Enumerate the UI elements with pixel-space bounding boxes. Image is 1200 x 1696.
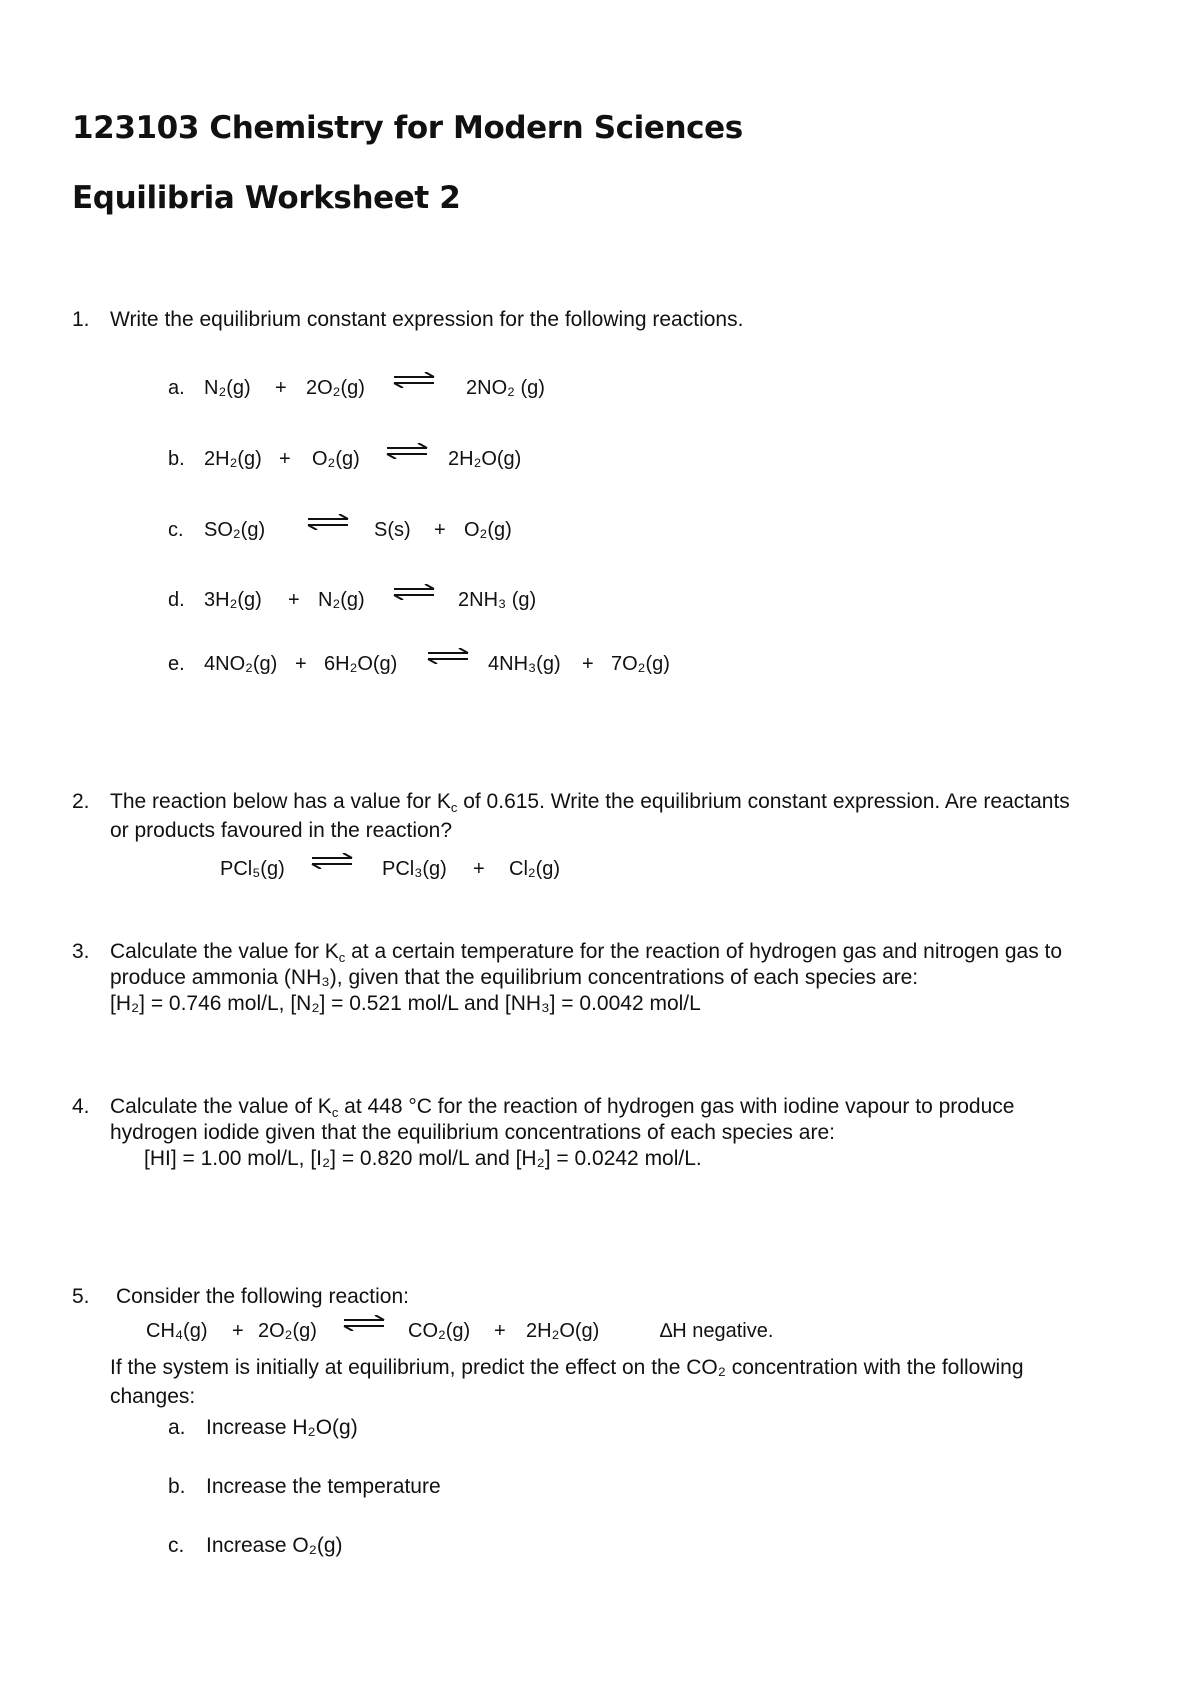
q1e-reactant-1: 4NO₂(g) xyxy=(204,653,278,675)
q1c-letter: c. xyxy=(168,519,184,541)
q1c-product-1: S(s) xyxy=(374,519,411,541)
q5a-letter: a. xyxy=(168,1416,186,1439)
q1a-letter: a. xyxy=(168,377,185,399)
q5-plus-1: + xyxy=(232,1320,244,1342)
equilibrium-arrow-icon xyxy=(310,859,354,880)
q2-number: 2. xyxy=(72,790,90,813)
q1d-plus: + xyxy=(288,589,300,611)
q5c-text: Increase O₂(g) xyxy=(206,1534,343,1557)
q1-number: 1. xyxy=(72,308,90,331)
q5-reactant-1: CH₄(g) xyxy=(146,1320,208,1342)
q1e-letter: e. xyxy=(168,653,185,675)
q5-number: 5. xyxy=(72,1285,90,1308)
equilibrium-arrow-icon xyxy=(392,590,436,611)
q1b-product: 2H₂O(g) xyxy=(448,448,522,470)
q2-product-2: Cl₂(g) xyxy=(509,858,561,880)
q5-reactant-2: 2O₂(g) xyxy=(258,1320,317,1342)
q1d-letter: d. xyxy=(168,589,185,611)
q1d-reactant-1: 3H₂(g) xyxy=(204,589,262,611)
q1b-reactant-2: O₂(g) xyxy=(312,448,360,470)
q1b-plus: + xyxy=(279,448,291,470)
q1d-reactant-2: N₂(g) xyxy=(318,589,365,611)
equilibrium-arrow-icon xyxy=(385,449,429,470)
q1c-reactant: SO₂(g) xyxy=(204,519,266,541)
q3-line-3: [H₂] = 0.746 mol/L, [N₂] = 0.521 mol/L and [NH₃] = 0.0042 mol/L xyxy=(110,992,701,1015)
q5a-text: Increase H₂O(g) xyxy=(206,1416,358,1439)
q5c-letter: c. xyxy=(168,1534,185,1557)
q1c-product-2: O₂(g) xyxy=(464,519,512,541)
equilibrium-arrow-icon xyxy=(342,1321,386,1342)
q4-number: 4. xyxy=(72,1095,90,1118)
q1d-product: 2NH₃ (g) xyxy=(458,589,537,611)
q1e-product-1: 4NH₃(g) xyxy=(488,653,561,675)
q1-text: Write the equilibrium constant expression for the following reactions. xyxy=(110,308,744,331)
q1e-reactant-2: 6H₂O(g) xyxy=(324,653,398,675)
q5b-letter: b. xyxy=(168,1475,186,1498)
equilibrium-arrow-icon xyxy=(392,378,436,399)
q5-product-2: 2H₂O(g) xyxy=(526,1320,600,1342)
q3-line-2: produce ammonia (NH₃), given that the equilibrium concentrations of each species are: xyxy=(110,966,919,989)
q1e-product-2: 7O₂(g) xyxy=(611,653,670,675)
q1e-plus-2: + xyxy=(582,653,594,675)
q5-intro: Consider the following reaction: xyxy=(116,1285,409,1308)
q4-line-2: hydrogen iodide given that the equilibrium concentrations of each species are: xyxy=(110,1121,835,1144)
q1e-plus-1: + xyxy=(295,653,307,675)
q1a-reactant-1: N₂(g) xyxy=(204,377,251,399)
q5-plus-2: + xyxy=(494,1320,506,1342)
q3-number: 3. xyxy=(72,940,90,963)
q4-line-1: Calculate the value of $K_c$ at 448 °C for the reaction of hydrogen gas with iodine vapour to produce xyxy=(110,1095,1015,1120)
equilibrium-arrow-icon xyxy=(306,520,350,541)
q1a-plus: + xyxy=(275,377,287,399)
worksheet-title: Equilibria Worksheet 2 xyxy=(72,180,461,216)
q2-line-2: or products favoured in the reaction? xyxy=(110,819,453,842)
q1a-product: 2NO₂ (g) xyxy=(466,377,545,399)
equilibrium-arrow-icon xyxy=(426,654,470,675)
q1b-letter: b. xyxy=(168,448,185,470)
q2-line-1: The reaction below has a value for $K_c$ of 0.615. Write the equilibrium constant expression. Are reactants xyxy=(110,790,1070,815)
q3-line-1: Calculate the value for $K_c$ at a certain temperature for the reaction of hydrogen gas and nitrogen gas to xyxy=(110,940,1063,965)
q4-line-3: [HI] = 1.00 mol/L, [I₂] = 0.820 mol/L and [H₂] = 0.0242 mol/L. xyxy=(144,1147,702,1170)
q2-reactant: PCl₅(g) xyxy=(220,858,285,880)
q1a-reactant-2: 2O₂(g) xyxy=(306,377,365,399)
q1b-reactant-1: 2H₂(g) xyxy=(204,448,262,470)
q5-line-if: If the system is initially at equilibrium, predict the effect on the CO₂ concentration with the following xyxy=(110,1356,1024,1379)
q5-product-1: CO₂(g) xyxy=(408,1320,471,1342)
q1c-plus: + xyxy=(434,519,446,541)
q2-plus: + xyxy=(473,858,485,880)
course-title: 123103 Chemistry for Modern Sciences xyxy=(72,110,743,146)
q5-enthalpy: ∆H negative. xyxy=(660,1320,774,1342)
q2-product-1: PCl₃(g) xyxy=(382,858,447,880)
q5-line-changes: changes: xyxy=(110,1385,196,1408)
q5b-text: Increase the temperature xyxy=(206,1475,441,1498)
